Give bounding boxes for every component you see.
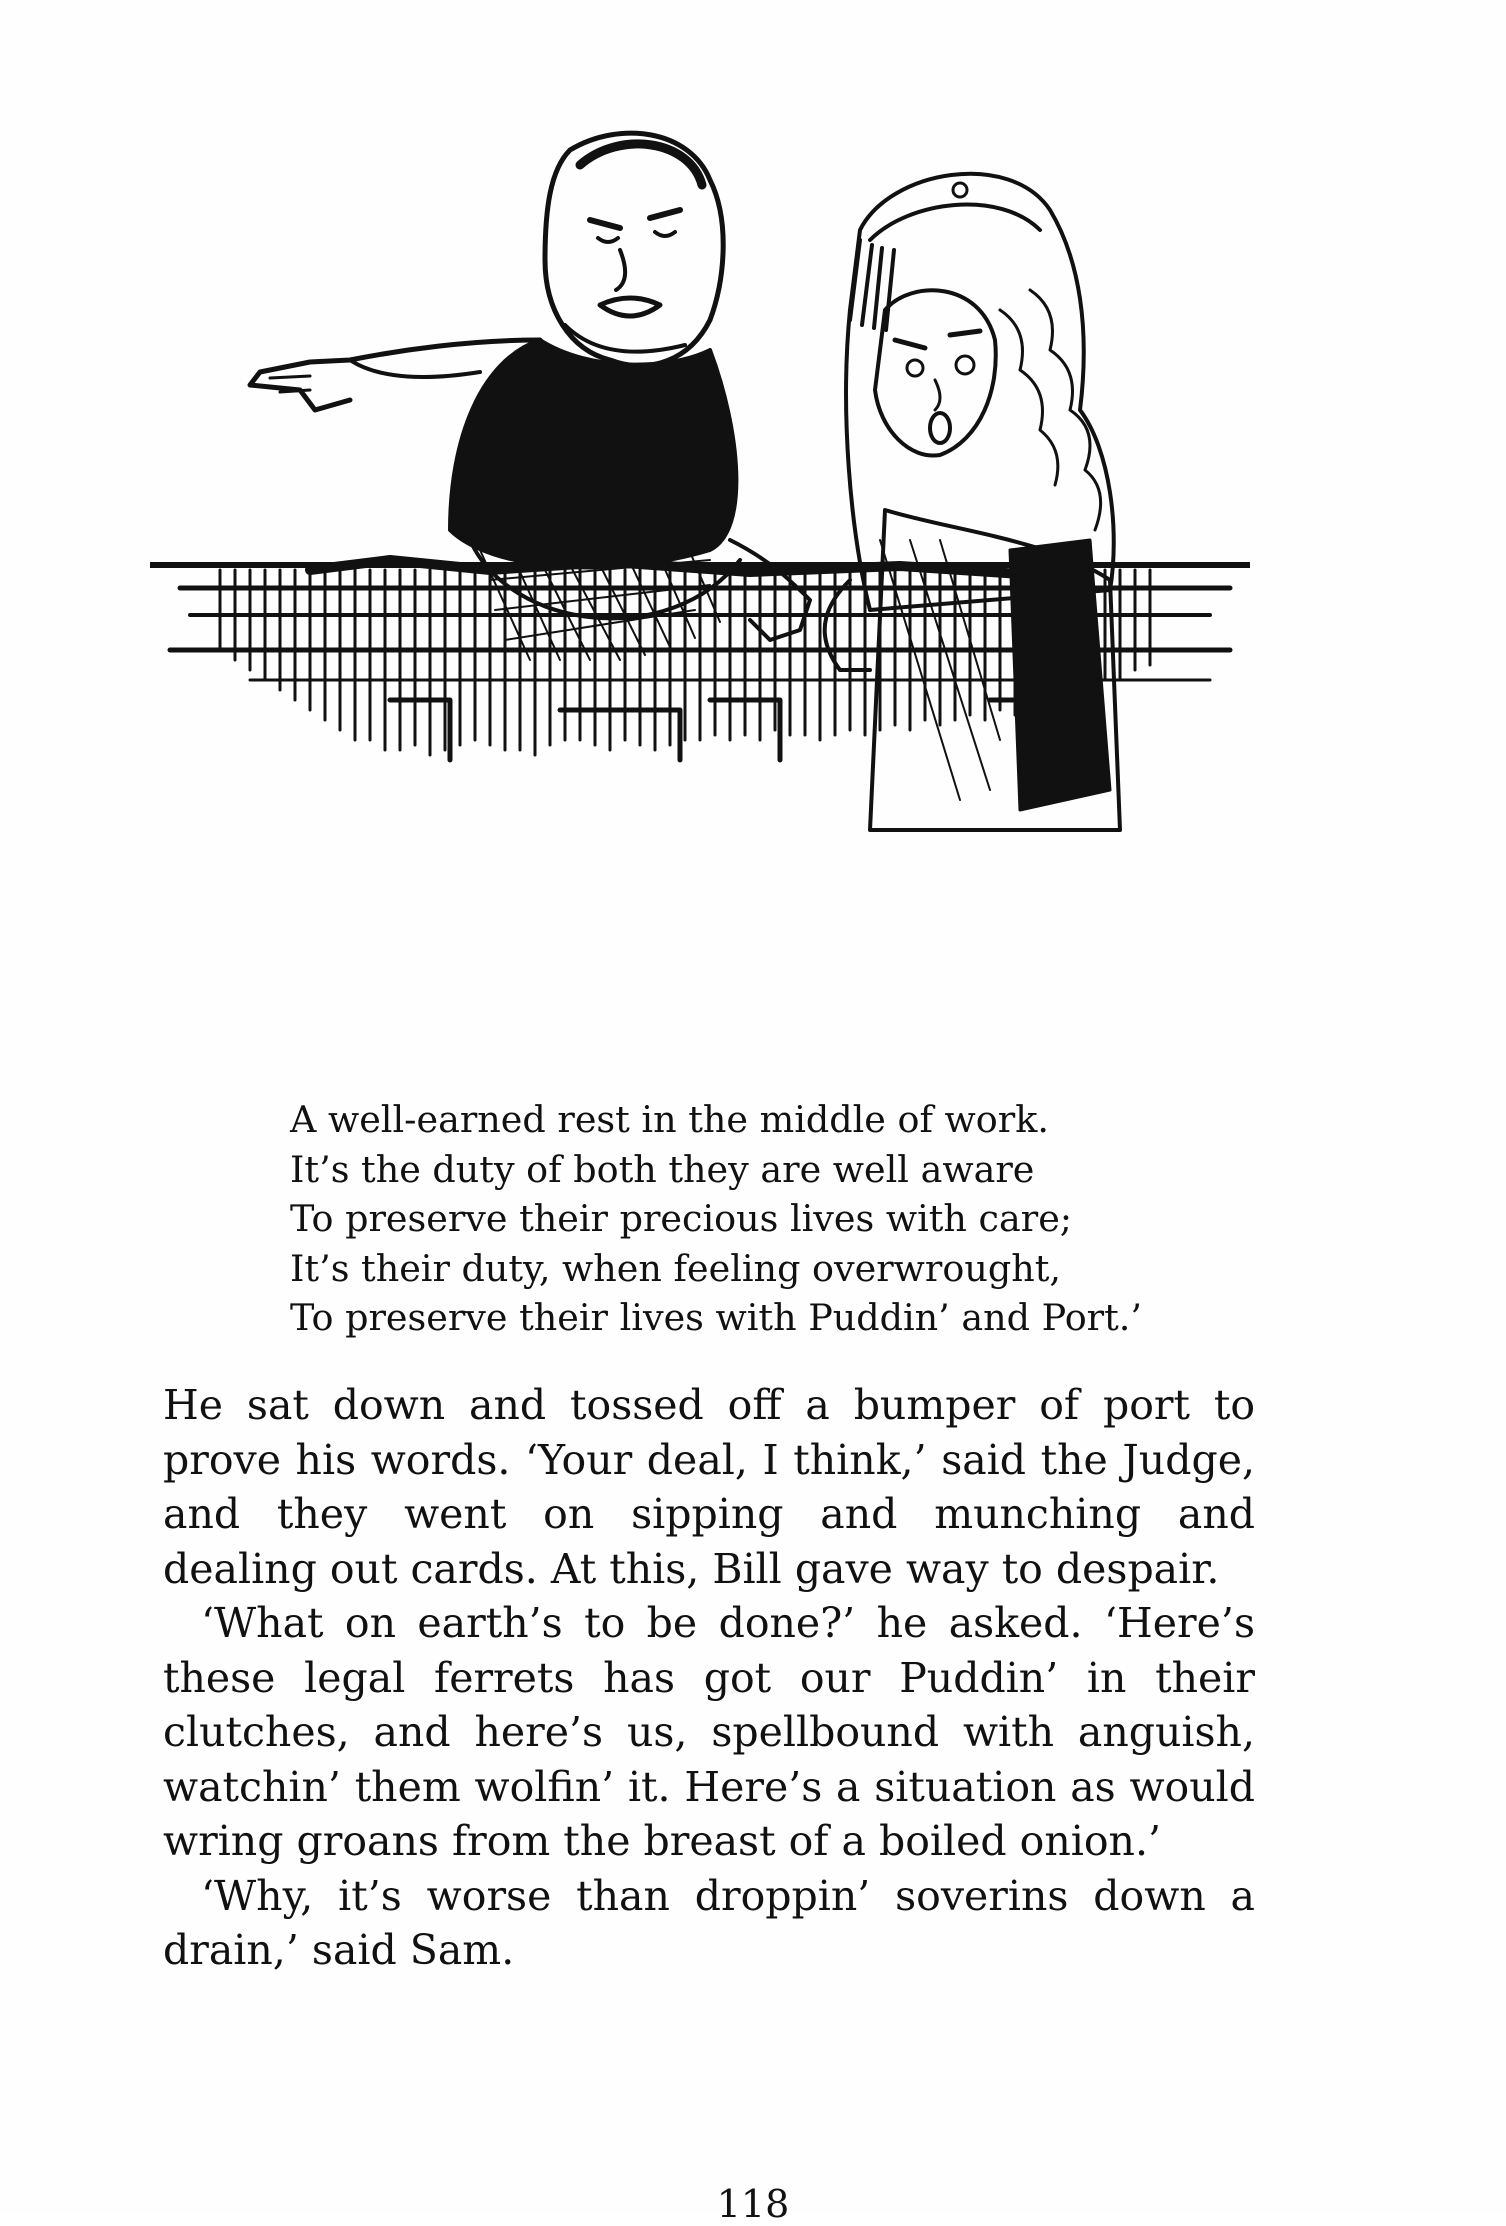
- verse-line: To preserve their precious lives with care;: [290, 1197, 1073, 1240]
- barrister-figure: [250, 133, 810, 660]
- verse-line: A well-earned rest in the middle of work.: [290, 1098, 1049, 1141]
- verse-block: [290, 1095, 1250, 1343]
- verse-line: It’s the duty of both they are well aware: [290, 1147, 1035, 1191]
- paragraph: ‘Why, it’s worse than droppin’ soverins down a drain,’ said Sam.: [163, 1871, 1255, 1974]
- verse-line: To preserve their lives with Puddin’ and Port.’: [290, 1296, 1142, 1339]
- judge-figure: [825, 174, 1120, 830]
- page-number: 118: [716, 2182, 790, 2226]
- prose-block: [163, 1378, 1255, 1978]
- paragraph: ‘What on earth’s to be done?’ he asked. ‘Here’s these legal ferrets has got our Puddin’ in their clutches, and here’s us, spellbound with anguish, watchin’ them wolfin’ it. Here’s a situation as would wring groans from the breast of a boiled onion.’: [163, 1599, 1255, 1865]
- paragraph: He sat down and tossed off a bumper of port to prove his words. ‘Your deal, I think,’ said the Judge, and they went on sipping and munching and dealing out cards. At this, Bill gave way to despair.: [163, 1381, 1255, 1593]
- verse-line: It’s their duty, when feeling overwrought,: [290, 1246, 1061, 1290]
- courtroom-illustration: [150, 110, 1250, 1070]
